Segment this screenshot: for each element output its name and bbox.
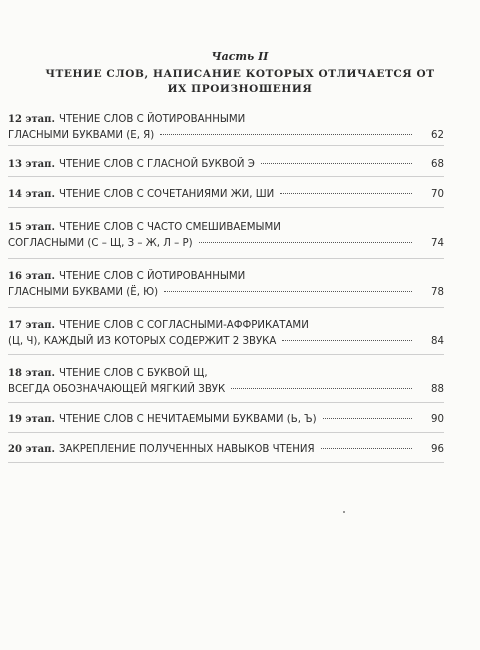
leader-dots: [282, 340, 412, 341]
toc-entry-15: [8, 220, 444, 252]
stage-label: 16 этап.: [8, 271, 55, 282]
divider: [8, 307, 444, 308]
entry-title-line2: ГЛАСНЫМИ БУКВАМИ (Ё, Ю): [8, 287, 159, 298]
page-number: 84: [431, 336, 444, 347]
divider: [8, 432, 444, 433]
stage-label: 20 этап.: [8, 444, 55, 455]
page-number: 62: [431, 130, 444, 141]
toc-entry-20: [8, 442, 444, 458]
leader-dots: [323, 418, 412, 419]
toc-entry-17: [8, 318, 444, 350]
page-number: 78: [431, 287, 444, 298]
entry-title-line1: ЧТЕНИЕ СЛОВ С СОЧЕТАНИЯМИ ЖИ, ШИ: [58, 189, 275, 200]
entry-title-line2: ВСЕГДА ОБОЗНАЧАЮЩЕЙ МЯГКИЙ ЗВУК: [8, 384, 226, 395]
toc-entry-18: [8, 366, 444, 398]
leader-dots: [280, 193, 412, 194]
entry-title-line2: СОГЛАСНЫМИ (С – Щ, З – Ж, Л – Р): [8, 238, 193, 249]
divider: [8, 258, 444, 259]
stage-label: 14 этап.: [8, 189, 55, 200]
page-number: 88: [431, 384, 444, 395]
stage-label: 15 этап.: [8, 222, 55, 233]
part-title: Часть II: [211, 50, 269, 63]
toc-entry-16: [8, 269, 444, 301]
toc-entry-12: [8, 112, 444, 144]
entry-title-line1: ЧТЕНИЕ СЛОВ С ЧАСТО СМЕШИВАЕМЫМИ: [58, 222, 281, 233]
divider: [8, 462, 444, 463]
print-speck: [343, 511, 345, 513]
entry-title-line1: ЧТЕНИЕ СЛОВ С ЙОТИРОВАННЫМИ: [58, 114, 246, 125]
leader-dots: [164, 291, 412, 292]
page-number: 90: [431, 414, 444, 425]
leader-dots: [160, 134, 412, 135]
divider: [8, 402, 444, 403]
stage-label: 13 этап.: [8, 159, 55, 170]
divider: [8, 354, 444, 355]
entry-title-line1: ЧТЕНИЕ СЛОВ С ЙОТИРОВАННЫМИ: [58, 271, 246, 282]
leader-dots: [231, 388, 412, 389]
entry-title-line1: ЧТЕНИЕ СЛОВ С БУКВОЙ Щ,: [58, 368, 208, 379]
page-number: 68: [431, 159, 444, 170]
entry-title-line1: ЧТЕНИЕ СЛОВ С СОГЛАСНЫМИ-АФФРИКАТАМИ: [58, 320, 309, 331]
toc-entry-14: [8, 187, 444, 203]
entry-title-line2: (Ц, Ч), КАЖДЫЙ ИЗ КОТОРЫХ СОДЕРЖИТ 2 ЗВУКА: [8, 336, 277, 347]
divider: [8, 207, 444, 208]
stage-label: 17 этап.: [8, 320, 55, 331]
entry-title-line1: ЧТЕНИЕ СЛОВ С НЕЧИТАЕМЫМИ БУКВАМИ (Ь, Ъ): [58, 414, 317, 425]
entry-title-line1: ЗАКРЕПЛЕНИЕ ПОЛУЧЕННЫХ НАВЫКОВ ЧТЕНИЯ: [58, 444, 315, 455]
page-number: 70: [431, 189, 444, 200]
stage-label: 12 этап.: [8, 114, 55, 125]
leader-dots: [199, 242, 412, 243]
toc-entry-13: [8, 157, 444, 173]
page-number: 74: [431, 238, 444, 249]
leader-dots: [261, 163, 412, 164]
entry-title-line1: ЧТЕНИЕ СЛОВ С ГЛАСНОЙ БУКВОЙ Э: [58, 159, 255, 170]
section-title: ЧТЕНИЕ СЛОВ, НАПИСАНИЕ КОТОРЫХ ОТЛИЧАЕТСЯ ОТ ИХ ПРОИЗНОШЕНИЯ: [45, 68, 435, 95]
leader-dots: [321, 448, 412, 449]
stage-label: 18 этап.: [8, 368, 55, 379]
entry-title-line2: ГЛАСНЫМИ БУКВАМИ (Е, Я): [8, 130, 155, 141]
stage-label: 19 этап.: [8, 414, 55, 425]
divider: [8, 145, 444, 146]
divider: [8, 176, 444, 177]
toc-entry-19: [8, 412, 444, 428]
page-number: 96: [431, 444, 444, 455]
